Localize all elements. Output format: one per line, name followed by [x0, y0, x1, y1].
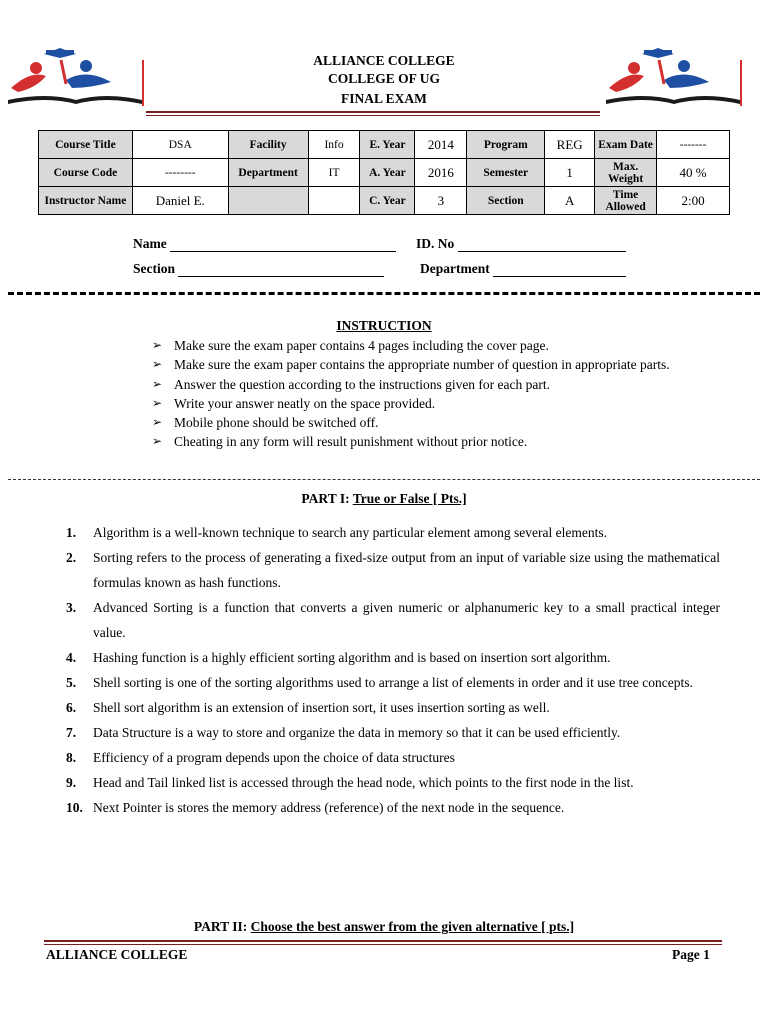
- exam-info-table: [38, 130, 730, 215]
- part1-question-list: [66, 520, 720, 820]
- instruction-item: ➢ Cheating in any form will result punishment without prior notice.: [152, 432, 720, 451]
- arrow-bullet-icon: ➢: [152, 376, 163, 391]
- college-name: ALLIANCE COLLEGE: [313, 53, 455, 68]
- instructor-label: Instructor Name: [39, 187, 133, 215]
- time-allowed-value: 2:00: [657, 187, 730, 215]
- arrow-bullet-icon: ➢: [152, 395, 163, 410]
- question-item: 6. Shell sort algorithm is an extension of insertion sort, it uses insertion sorting as well.: [66, 700, 550, 715]
- arrow-bullet-icon: ➢: [152, 415, 163, 430]
- c-year-label: C. Year: [360, 187, 415, 215]
- footer-rule-thin: [44, 944, 722, 945]
- department-value: IT: [308, 159, 360, 187]
- name-field[interactable]: [133, 236, 396, 252]
- facility-value: Info: [308, 131, 360, 159]
- empty-cell: [228, 187, 308, 215]
- semester-label: Semester: [467, 159, 545, 187]
- question-item: 9. Head and Tail linked list is accessed through the head node, which points to the first node in the list.: [66, 775, 634, 790]
- question-item: 5. Shell sorting is one of the sorting algorithms used to arrange a list of elements in order and it use tree concepts.: [66, 675, 693, 690]
- name-label: Name: [133, 236, 167, 251]
- course-title-label: Course Title: [39, 131, 133, 159]
- instruction-item: ➢ Mobile phone should be switched off.: [152, 413, 720, 432]
- instruction-list: [152, 336, 720, 452]
- part2-prefix: PART II:: [193, 919, 248, 934]
- page-number: Page 1: [672, 947, 710, 962]
- section-blank[interactable]: [178, 264, 384, 277]
- e-year-label: E. Year: [360, 131, 415, 159]
- a-year-value: 2016: [415, 159, 467, 187]
- instruction-divider: [8, 479, 760, 480]
- e-year-value: 2014: [415, 131, 467, 159]
- question-item: 3. Advanced Sorting is a function that converts a given numeric or alphanumeric key to a small practical integer value.: [66, 600, 720, 640]
- course-code-label: Course Code: [39, 159, 133, 187]
- section-field-label: Section: [133, 261, 175, 276]
- exam-date-value: -------: [657, 131, 730, 159]
- department-label: Department: [228, 159, 308, 187]
- question-item: 2. Sorting refers to the process of generating a fixed-size output from an input of variable size using the mathematical formulas known as hash functions.: [66, 550, 720, 590]
- question-item: 1. Algorithm is a well-known technique to search any particular element among several elements.: [66, 525, 607, 540]
- empty-cell: [308, 187, 360, 215]
- instruction-item: ➢ Make sure the exam paper contains 4 pages including the cover page.: [152, 336, 720, 355]
- header-rule: [146, 111, 600, 113]
- question-item: 7. Data Structure is a way to store and organize the data in memory so that it can be used efficiently.: [66, 725, 621, 740]
- program-value: REG: [545, 131, 595, 159]
- question-item: 4. Hashing function is a highly efficient sorting algorithm and is based on insertion sort algorithm.: [66, 650, 611, 665]
- arrow-bullet-icon: ➢: [152, 434, 163, 449]
- instruction-item: ➢ Write your answer neatly on the space provided.: [152, 394, 720, 413]
- header-rule-thin: [146, 115, 600, 116]
- arrow-bullet-icon: ➢: [152, 338, 163, 352]
- id-label: ID. No: [416, 236, 455, 251]
- instruction-item: ➢ Make sure the exam paper contains the appropriate number of question in appropriate parts.: [152, 355, 720, 374]
- instructor-value: Daniel E.: [132, 187, 228, 215]
- a-year-label: A. Year: [360, 159, 415, 187]
- exam-title: FINAL EXAM: [341, 91, 427, 106]
- footer-college-name: ALLIANCE COLLEGE: [46, 947, 188, 962]
- section-value: A: [545, 187, 595, 215]
- facility-label: Facility: [228, 131, 308, 159]
- program-label: Program: [467, 131, 545, 159]
- name-blank[interactable]: [170, 239, 396, 252]
- id-blank[interactable]: [458, 239, 626, 252]
- course-code-value: --------: [132, 159, 228, 187]
- part2-title: [0, 919, 768, 935]
- instruction-title: INSTRUCTION: [336, 318, 432, 333]
- time-allowed-label: Time Allowed: [595, 187, 657, 215]
- id-field[interactable]: [416, 236, 626, 252]
- question-item: 10. Next Pointer is stores the memory address (reference) of the next node in the sequence.: [66, 800, 565, 815]
- max-weight-value: 40 %: [657, 159, 730, 187]
- college-subtitle: COLLEGE OF UG: [327, 71, 440, 86]
- arrow-bullet-icon: ➢: [152, 357, 163, 372]
- section-divider: [8, 292, 760, 295]
- department-field-label: Department: [420, 261, 490, 276]
- part1-prefix: PART I:: [301, 491, 350, 506]
- c-year-value: 3: [415, 187, 467, 215]
- part1-heading: True or False [ Pts.]: [352, 491, 467, 506]
- question-item: 8. Efficiency of a program depends upon the choice of data structures: [66, 750, 455, 765]
- part1-title: [0, 491, 768, 507]
- exam-date-label: Exam Date: [595, 131, 657, 159]
- department-field[interactable]: [420, 261, 626, 277]
- footer-rule: [44, 940, 722, 942]
- max-weight-label: Max. Weight: [595, 159, 657, 187]
- course-title-value: DSA: [132, 131, 228, 159]
- semester-value: 1: [545, 159, 595, 187]
- instruction-item: ➢ Answer the question according to the instructions given for each part.: [152, 375, 720, 394]
- part2-heading: Choose the best answer from the given alternative [ pts.]: [250, 919, 575, 934]
- section-field[interactable]: [133, 261, 384, 277]
- section-label: Section: [467, 187, 545, 215]
- department-blank[interactable]: [493, 264, 626, 277]
